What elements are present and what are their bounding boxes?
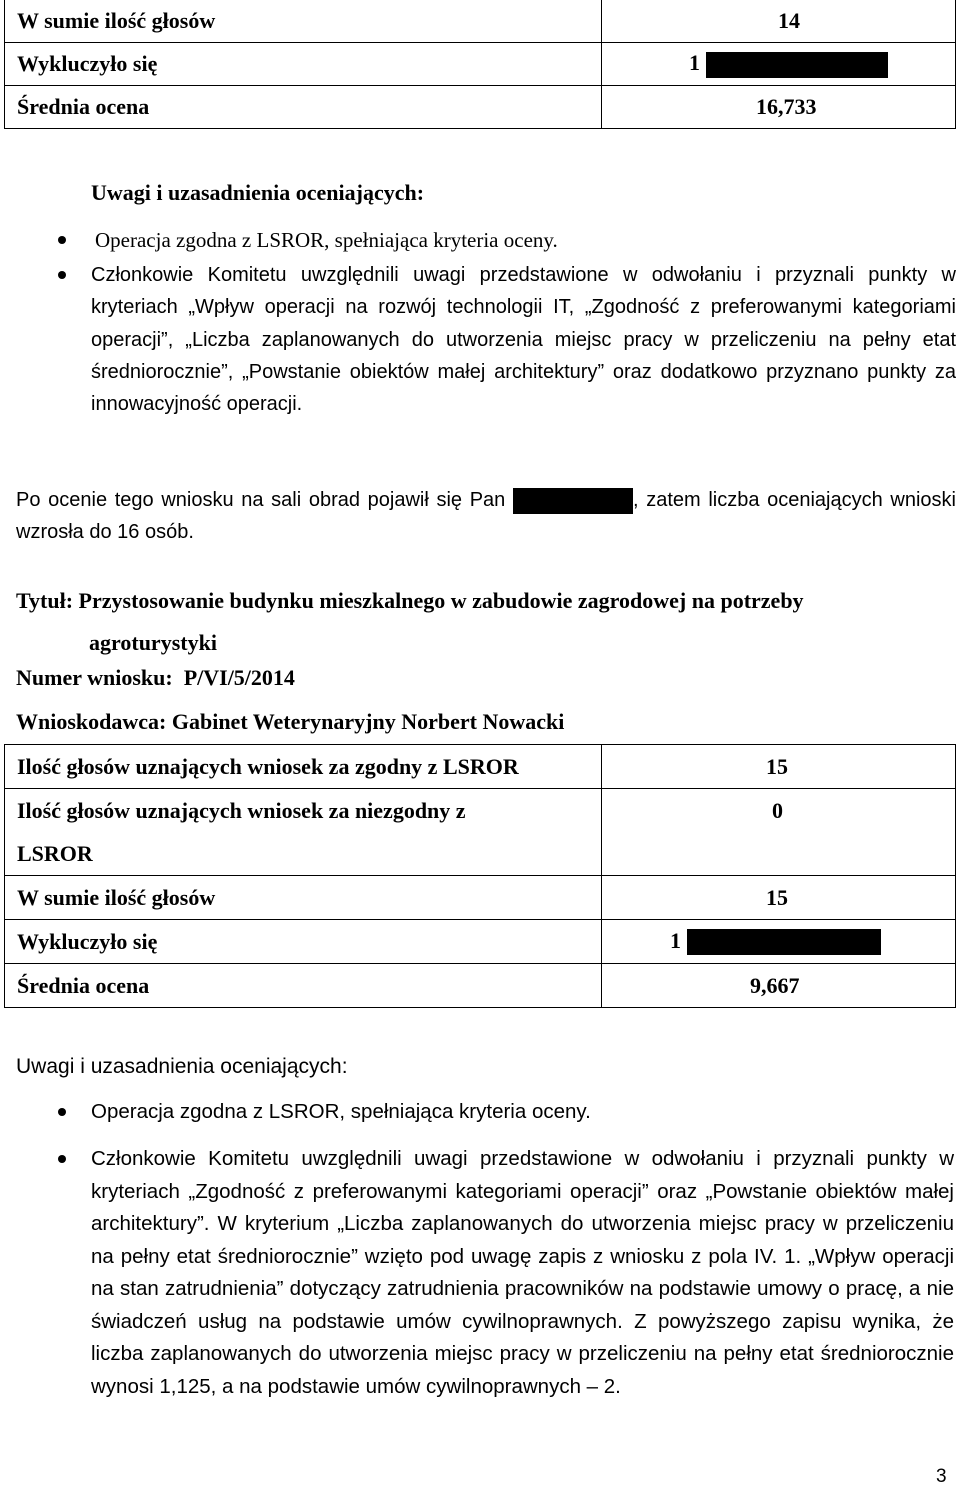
value-text: 16,733 bbox=[756, 94, 817, 119]
section-heading: Uwagi i uzasadnienia oceniających: bbox=[16, 1055, 348, 1078]
table-cell-label: Średnia ocena bbox=[5, 86, 602, 129]
table-row bbox=[5, 86, 956, 129]
table-cell-label bbox=[5, 789, 602, 876]
label-text: Ilość głosów uznających wniosek za niezgodny z bbox=[17, 798, 466, 823]
list-item bbox=[0, 259, 956, 420]
table-cell-label: Ilość głosów uznających wniosek za zgodny z LSROR bbox=[5, 745, 602, 789]
table-row bbox=[5, 43, 956, 86]
label-text: LSROR bbox=[17, 841, 93, 866]
applicant-value: Gabinet Weterynaryjny Norbert Nowacki bbox=[171, 709, 565, 734]
table-cell-label: Średnia ocena bbox=[5, 964, 602, 1008]
application-applicant bbox=[16, 709, 564, 735]
bullet-icon bbox=[58, 1155, 66, 1163]
value-text: 1 bbox=[689, 50, 700, 76]
table-row bbox=[5, 920, 956, 964]
bullet-icon bbox=[58, 236, 66, 244]
note-paragraph bbox=[16, 484, 956, 548]
number-label: Numer wniosku: bbox=[16, 665, 173, 690]
applicant-label: Wnioskodawca: bbox=[16, 709, 167, 734]
bullet-icon bbox=[58, 271, 66, 279]
redaction-bar bbox=[706, 52, 888, 78]
section-heading: Uwagi i uzasadnienia oceniających: bbox=[91, 180, 425, 205]
table-row bbox=[5, 745, 956, 789]
table-cell-value bbox=[602, 876, 956, 920]
table-cell-value bbox=[602, 920, 956, 964]
votes-table-1 bbox=[4, 0, 956, 129]
list-item-text: Operacja zgodna z LSROR, spełniająca kryteria oceny. bbox=[95, 228, 558, 252]
list-item-text: Operacja zgodna z LSROR, spełniająca kryteria oceny. bbox=[91, 1100, 591, 1123]
redaction-bar bbox=[513, 488, 633, 514]
note-text: Po ocenie tego wniosku na sali obrad pojawił się Pan bbox=[16, 489, 506, 511]
list-item bbox=[0, 1096, 954, 1128]
bullet-icon bbox=[58, 1108, 66, 1116]
votes-table-2 bbox=[4, 744, 956, 1008]
application-title bbox=[16, 580, 956, 664]
title-value-cont: agroturystyki bbox=[89, 630, 217, 655]
table-cell-label: W sumie ilość głosów bbox=[5, 876, 602, 920]
title-value: Przystosowanie budynku mieszkalnego w zabudowie zagrodowej na potrzeby bbox=[78, 588, 804, 613]
redaction-bar bbox=[687, 929, 881, 955]
number-value: P/VI/5/2014 bbox=[183, 665, 295, 690]
comments-list-2 bbox=[0, 1096, 954, 1403]
table-row bbox=[5, 789, 956, 876]
table-row bbox=[5, 964, 956, 1008]
value-text: 14 bbox=[778, 8, 800, 33]
note-text: , zatem liczba oceniających wnioski wzrosła do 16 osób. bbox=[16, 489, 956, 543]
table-cell-value bbox=[602, 745, 956, 789]
title-label: Tytuł: bbox=[16, 588, 74, 613]
table-cell-value bbox=[602, 789, 956, 876]
value-text: 0 bbox=[772, 798, 783, 823]
list-item bbox=[0, 1143, 954, 1403]
table-cell-value bbox=[602, 0, 956, 43]
list-item-text: Członkowie Komitetu uwzględnili uwagi przedstawione w odwołaniu i przyznali punkty w kryteriach „Zgodność z preferowanymi kategoriami operacji” oraz „Powstanie obiektów małej architektury”. W kryterium „Liczba zaplanowanych do utworzenia miejsc pracy w przeliczeniu na pełny etat średniorocznie” wzięto pod uwagę zapis z wniosku z pola IV. 1. „Wpływ operacji na stan zatrudnienia” dotyczący zatrudnienia pracowników na podstawie umowy o pracę, a nie świadczeń usług na podstawie umów cywilnoprawnych. Z powyższego zapisu wynika, że liczba zaplanowanych do utworzenia miejsc pracy w przeliczeniu na pełny etat średniorocznie wynosi 1,125, a na podstawie umów cywilnoprawnych – 2. bbox=[91, 1147, 954, 1398]
table-cell-label: W sumie ilość głosów bbox=[5, 0, 602, 43]
value-text: 9,667 bbox=[750, 972, 800, 998]
value-text: 15 bbox=[766, 753, 788, 779]
list-item bbox=[0, 224, 956, 256]
list-item-text: Członkowie Komitetu uwzględnili uwagi przedstawione w odwołaniu i przyznali punkty w kryteriach „Wpływ operacji na rozwój technologii IT, „Zgodność z preferowanymi kategoriami operacji”, „Liczba zaplanowanych do utworzenia miejsc pracy w przeliczeniu na pełny etat średniorocznie”, „Powstanie obiektów małej architektury” oraz dodatkowo przyznano punkty za innowacyjność operacji. bbox=[91, 264, 956, 416]
table-cell-value bbox=[602, 86, 956, 129]
table-cell-label: Wykluczyło się bbox=[5, 43, 602, 86]
value-text: 1 bbox=[670, 927, 681, 953]
value-text: 15 bbox=[766, 884, 788, 910]
page-number: 3 bbox=[936, 1466, 947, 1487]
table-row bbox=[5, 876, 956, 920]
application-number bbox=[16, 665, 295, 691]
table-cell-value bbox=[602, 964, 956, 1008]
comments-list-1 bbox=[0, 224, 956, 420]
table-cell-label: Wykluczyło się bbox=[5, 920, 602, 964]
table-row bbox=[5, 0, 956, 43]
table-cell-value bbox=[602, 43, 956, 86]
